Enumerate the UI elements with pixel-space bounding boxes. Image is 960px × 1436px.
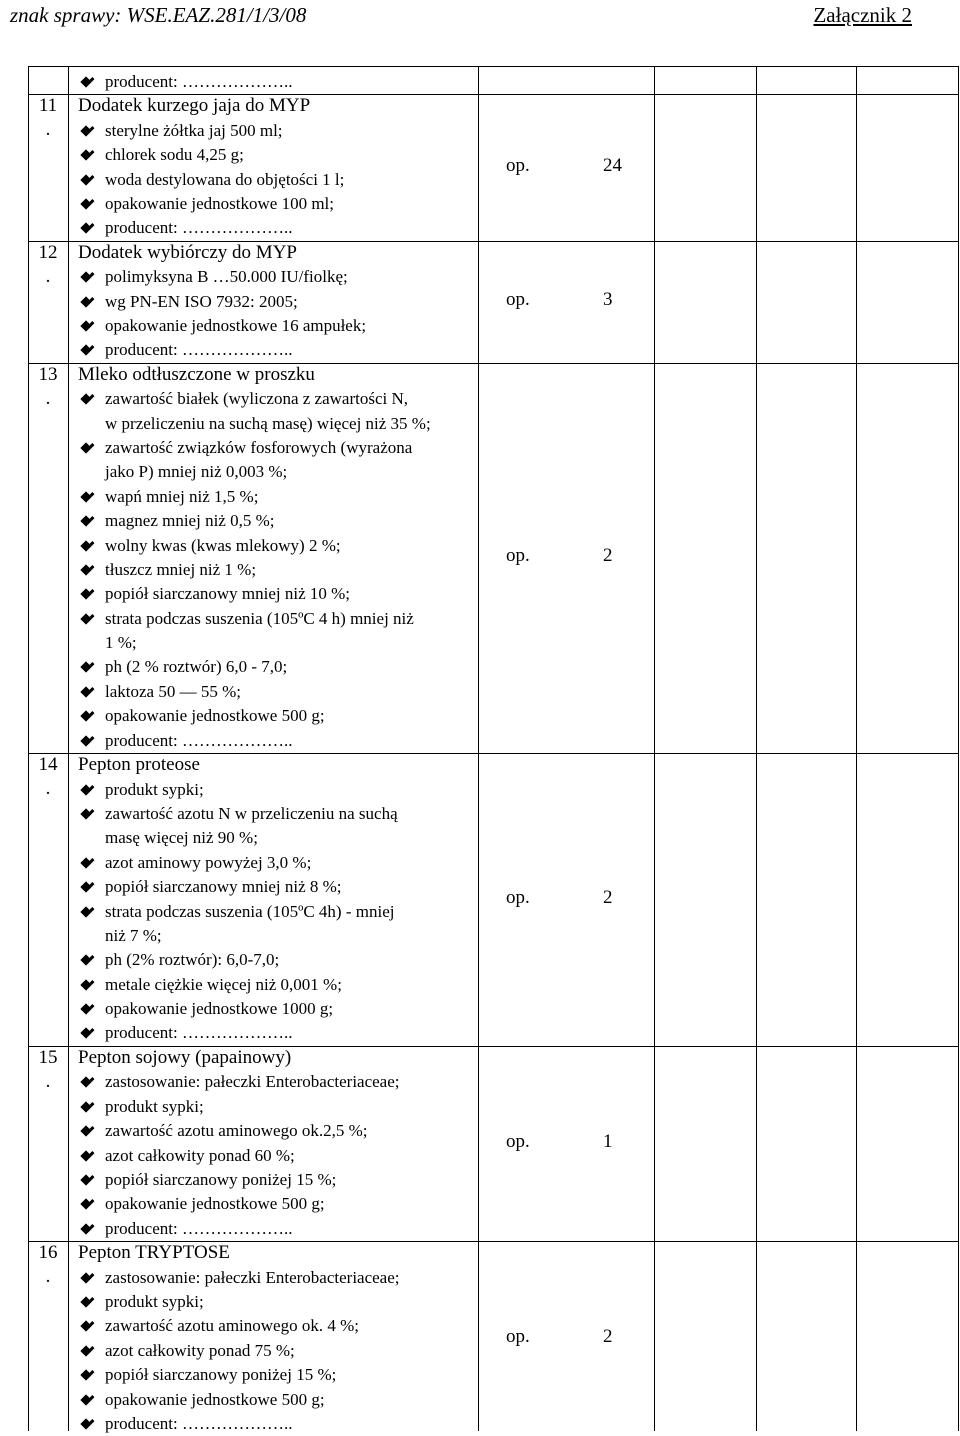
item-text: opakowanie jednostkowe 16 ampułek;	[105, 315, 367, 335]
item-text: produkt sypki;	[105, 1096, 204, 1116]
list-item	[78, 875, 478, 899]
row-number-value: 13	[38, 363, 58, 385]
item-text: chlorek sodu 4,25 g;	[105, 145, 244, 165]
item-text: strata podczas suszenia (105ºC 4 h) mniej niż	[105, 608, 414, 628]
list-item	[78, 1339, 478, 1363]
diamond-bullet-icon	[80, 955, 91, 966]
diamond-bullet-icon	[80, 442, 91, 453]
col-border-right	[958, 66, 959, 1431]
item-text: jako P) mniej niż 0,003 %;	[105, 462, 288, 482]
diamond-bullet-icon	[80, 223, 91, 234]
row-number-value: 16	[38, 1242, 58, 1264]
col-border-value	[856, 66, 857, 1431]
quantity-value: 3	[603, 288, 613, 310]
list-item	[78, 412, 478, 436]
item-text: sterylne żółtka jaj 500 ml;	[105, 120, 283, 140]
item-text: w przeliczeniu na suchą masę) więcej niż 35 %;	[105, 413, 431, 433]
diamond-bullet-icon	[80, 613, 91, 624]
item-text: masę więcej niż 90 %;	[105, 828, 258, 848]
diamond-bullet-icon	[80, 906, 91, 917]
diamond-bullet-icon	[80, 540, 91, 551]
list-item	[78, 802, 478, 826]
list-item	[78, 607, 478, 631]
item-text: producent: ………………..	[105, 730, 293, 750]
item-text: magnez mniej niż 0,5 %;	[105, 511, 275, 531]
list-item	[78, 70, 478, 94]
quantity-value: 2	[603, 544, 613, 566]
item-description	[78, 94, 478, 240]
diamond-bullet-icon	[80, 1199, 91, 1210]
item-text: azot całkowity ponad 60 %;	[105, 1145, 295, 1165]
diamond-bullet-icon	[80, 1101, 91, 1112]
col-border-desc	[478, 66, 479, 1431]
item-text: opakowanie jednostkowe 500 g;	[105, 706, 325, 726]
diamond-bullet-icon	[80, 979, 91, 990]
row-number-value: 14	[38, 754, 58, 776]
diamond-bullet-icon	[80, 1418, 91, 1429]
diamond-bullet-icon	[80, 296, 91, 307]
item-text: opakowanie jednostkowe 500 g;	[105, 1389, 325, 1409]
item-text: opakowanie jednostkowe 1000 g;	[105, 999, 334, 1019]
list-item	[78, 1119, 478, 1143]
item-text: wolny kwas (kwas mlekowy) 2 %;	[105, 535, 341, 555]
attachment-label: Załącznik 2	[813, 3, 912, 27]
row-number	[28, 753, 68, 801]
diamond-bullet-icon	[80, 1394, 91, 1405]
diamond-bullet-icon	[80, 808, 91, 819]
item-text: zawartość związków fosforowych (wyrażona	[105, 437, 413, 457]
item-text: producent: ………………..	[105, 72, 293, 91]
quantity-value: 2	[603, 886, 613, 908]
list-item	[78, 973, 478, 997]
item-text: producent: ………………..	[105, 1413, 293, 1433]
list-item	[78, 1314, 478, 1338]
row-number-dot: .	[45, 119, 51, 141]
diamond-bullet-icon	[80, 881, 91, 892]
diamond-bullet-icon	[80, 1345, 91, 1356]
list-item	[78, 558, 478, 582]
unit-label: op.	[506, 544, 530, 566]
row-number-dot: .	[45, 387, 51, 409]
item-text: strata podczas suszenia (105ºC 4h) - mniej	[105, 901, 395, 921]
item-text: popiół siarczanowy mniej niż 8 %;	[105, 877, 342, 897]
item-description	[78, 1046, 478, 1241]
list-item	[78, 582, 478, 606]
item-text: zawartość azotu N w przeliczeniu na suchą	[105, 803, 398, 823]
list-item	[78, 680, 478, 704]
item-title: Pepton proteose	[78, 754, 200, 776]
row-number	[28, 1241, 68, 1289]
item-text: producent: ………………..	[105, 1218, 293, 1238]
list-item	[78, 1266, 478, 1290]
list-item	[78, 1144, 478, 1168]
diamond-bullet-icon	[80, 174, 91, 185]
item-text: azot całkowity ponad 75 %;	[105, 1340, 295, 1360]
list-item	[78, 704, 478, 728]
diamond-bullet-icon	[80, 125, 91, 136]
item-description	[78, 1241, 478, 1436]
diamond-bullet-icon	[80, 589, 91, 600]
item-description	[78, 241, 478, 363]
unit-label: op.	[506, 886, 530, 908]
item-text: producent: ………………..	[105, 340, 293, 360]
quantity-value: 24	[603, 154, 622, 176]
quantity-value: 1	[603, 1130, 613, 1152]
diamond-bullet-icon	[80, 272, 91, 283]
item-text: ph (2% roztwór): 6,0-7,0;	[105, 950, 280, 970]
quantity-value: 2	[603, 1325, 613, 1347]
list-item	[78, 143, 478, 167]
diamond-bullet-icon	[80, 1321, 91, 1332]
row-number-dot: .	[45, 1266, 51, 1288]
row-number	[28, 1046, 68, 1094]
item-text: 1 %;	[105, 633, 137, 653]
list-item	[78, 1021, 478, 1045]
diamond-bullet-icon	[80, 1126, 91, 1137]
item-text: niż 7 %;	[105, 925, 162, 945]
diamond-bullet-icon	[80, 686, 91, 697]
list-item	[78, 436, 478, 460]
unit-label: op.	[506, 154, 530, 176]
list-item	[78, 314, 478, 338]
diamond-bullet-icon	[80, 491, 91, 502]
item-text: zastosowanie: pałeczki Enterobacteriaceae;	[105, 1267, 400, 1287]
list-item	[78, 826, 478, 850]
item-text: producent: ………………..	[105, 218, 293, 238]
item-title: Pepton sojowy (papainowy)	[78, 1047, 292, 1068]
list-item	[78, 1388, 478, 1412]
item-text: produkt sypki;	[105, 779, 204, 799]
diamond-bullet-icon	[80, 515, 91, 526]
diamond-bullet-icon	[80, 150, 91, 161]
list-item	[78, 485, 478, 509]
item-text: opakowanie jednostkowe 500 g;	[105, 1194, 325, 1214]
list-item	[78, 997, 478, 1021]
row-number-dot: .	[45, 778, 51, 800]
unit-label: op.	[506, 1130, 530, 1152]
item-text: opakowanie jednostkowe 100 ml;	[105, 193, 334, 213]
list-item	[78, 729, 478, 753]
list-item	[78, 216, 478, 240]
diamond-bullet-icon	[80, 345, 91, 356]
item-text: wapń mniej niż 1,5 %;	[105, 486, 259, 506]
item-text: zastosowanie: pałeczki Enterobacteriaceae;	[105, 1072, 400, 1092]
item-description	[78, 363, 478, 753]
item-text: zawartość białek (wyliczona z zawartości N,	[105, 389, 409, 409]
row-number	[28, 363, 68, 411]
item-text: azot aminowy powyżej 3,0 %;	[105, 852, 312, 872]
diamond-bullet-icon	[80, 662, 91, 673]
row-number-value: 11	[38, 95, 58, 117]
list-item	[78, 192, 478, 216]
col-border-price	[756, 66, 757, 1431]
row-number-value: 12	[38, 241, 58, 263]
list-item	[78, 290, 478, 314]
list-item	[78, 948, 478, 972]
list-item	[78, 460, 478, 484]
list-item	[78, 924, 478, 948]
item-text: tłuszcz mniej niż 1 %;	[105, 559, 257, 579]
diamond-bullet-icon	[80, 1077, 91, 1088]
case-sign: znak sprawy: WSE.EAZ.281/1/3/08	[10, 3, 307, 27]
diamond-bullet-icon	[80, 735, 91, 746]
item-text: zawartość azotu aminowego ok. 4 %;	[105, 1316, 359, 1336]
diamond-bullet-icon	[80, 394, 91, 405]
diamond-bullet-icon	[80, 198, 91, 209]
list-item	[78, 168, 478, 192]
item-title: Dodatek kurzego jaja do MYP	[78, 95, 311, 117]
list-item	[78, 534, 478, 558]
list-item	[78, 265, 478, 289]
list-item	[78, 778, 478, 802]
unit-label: op.	[506, 1325, 530, 1347]
diamond-bullet-icon	[80, 76, 91, 87]
list-item	[78, 1217, 478, 1241]
item-text: woda destylowana do objętości 1 l;	[105, 169, 345, 189]
list-item	[78, 631, 478, 655]
row-number-dot: .	[45, 1071, 51, 1092]
diamond-bullet-icon	[80, 711, 91, 722]
list-item	[78, 387, 478, 411]
row-number	[28, 241, 68, 289]
diamond-bullet-icon	[80, 1223, 91, 1234]
list-item	[78, 509, 478, 533]
item-text: polimyksyna B …50.000 IU/fiolkę;	[105, 267, 348, 287]
list-item	[78, 1412, 478, 1436]
list-item	[78, 1363, 478, 1387]
diamond-bullet-icon	[80, 1296, 91, 1307]
item-text: produkt sypki;	[105, 1291, 204, 1311]
item-text: wg PN-EN ISO 7932: 2005;	[105, 291, 298, 311]
item-title: Pepton TRYPTOSE	[78, 1242, 230, 1264]
diamond-bullet-icon	[80, 1174, 91, 1185]
item-text: popiół siarczanowy mniej niż 10 %;	[105, 584, 351, 604]
diamond-bullet-icon	[80, 857, 91, 868]
list-item	[78, 1192, 478, 1216]
row-number-value: 15	[38, 1047, 58, 1068]
list-item	[78, 119, 478, 143]
diamond-bullet-icon	[80, 1369, 91, 1380]
page-header	[10, 0, 912, 40]
item-description	[78, 753, 478, 1046]
list-item	[78, 1168, 478, 1192]
item-text: producent: ………………..	[105, 1023, 293, 1043]
diamond-bullet-icon	[80, 564, 91, 575]
table-top-border	[28, 66, 958, 67]
list-item	[78, 338, 478, 362]
diamond-bullet-icon	[80, 1272, 91, 1283]
item-title: Dodatek wybiórczy do MYP	[78, 241, 297, 263]
diamond-bullet-icon	[80, 1150, 91, 1161]
row-number-dot: .	[45, 265, 51, 287]
list-item	[78, 1095, 478, 1119]
list-item	[78, 900, 478, 924]
item-text: zawartość azotu aminowego ok.2,5 %;	[105, 1121, 368, 1141]
item-title: Mleko odtłuszczone w proszku	[78, 363, 315, 385]
col-border-num	[68, 66, 69, 1431]
diamond-bullet-icon	[80, 320, 91, 331]
item-text: ph (2 % roztwór) 6,0 - 7,0;	[105, 657, 288, 677]
diamond-bullet-icon	[80, 1003, 91, 1014]
list-item	[78, 1070, 478, 1094]
item-text: popiół siarczanowy poniżej 15 %;	[105, 1365, 337, 1385]
unit-label: op.	[506, 288, 530, 310]
diamond-bullet-icon	[80, 1028, 91, 1039]
row-number	[28, 94, 68, 142]
list-item	[78, 851, 478, 875]
item-text: popiół siarczanowy poniżej 15 %;	[105, 1169, 337, 1189]
item-text: laktoza 50 — 55 %;	[105, 681, 241, 701]
list-item	[78, 1290, 478, 1314]
item-text: metale ciężkie więcej niż 0,001 %;	[105, 974, 342, 994]
list-item	[78, 655, 478, 679]
col-border-qty	[654, 66, 655, 1431]
diamond-bullet-icon	[80, 784, 91, 795]
